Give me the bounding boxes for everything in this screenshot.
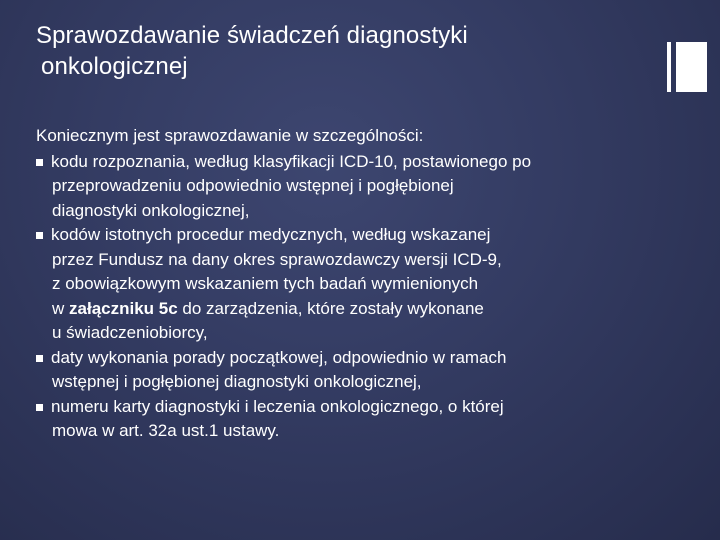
slide-body: [36, 124, 676, 444]
title-line-1: Sprawozdawanie świadczeń diagnostyki: [36, 22, 468, 49]
bullet-line: z obowiązkowym wskazaniem tych badań wymienionych: [52, 274, 479, 293]
bullet-line: mowa w art. 32a ust.1 ustawy.: [52, 421, 280, 440]
bullet-line: daty wykonania porady początkowej, odpowiednio w ramach: [51, 347, 507, 367]
bullet-item-card-number: [36, 395, 676, 444]
bullet-line: wstępnej i pogłębionej diagnostyki onkologicznej,: [52, 372, 422, 391]
bullet-text: do zarządzenia, które zostały wykonane: [182, 298, 484, 318]
intro-text: Koniecznym jest sprawozdawanie w szczególności:: [36, 126, 424, 145]
bullet-item-icd9: [36, 223, 676, 346]
bullet-line: [51, 297, 676, 322]
bullet-line: u świadczeniobiorcy,: [52, 323, 208, 342]
bullet-text: w: [52, 298, 65, 318]
bullet-line: diagnostyki onkologicznej,: [52, 200, 250, 220]
square-bullet-icon: [36, 404, 43, 411]
title-line-2: onkologicznej: [41, 53, 188, 80]
slide-title: [36, 20, 636, 82]
attachment-reference: załączniku 5c: [69, 298, 178, 318]
bullet-line: przeprowadzeniu odpowiednio wstępnej i pogłębionej: [52, 176, 454, 195]
bullet-item-icd10: [36, 150, 676, 224]
square-bullet-icon: [36, 159, 43, 166]
bullet-line: kodu rozpoznania, według klasyfikacji ICD-10, postawionego po: [51, 151, 532, 171]
decorative-bar-thick: [676, 42, 707, 92]
square-bullet-icon: [36, 232, 43, 239]
decorative-bar-thin: [667, 42, 671, 92]
bullet-line: przez Fundusz na dany okres sprawozdawczy wersji ICD-9,: [52, 249, 502, 269]
bullet-item-date: [36, 346, 676, 395]
bullet-line: numeru karty diagnostyki i leczenia onkologicznego, o której: [51, 396, 504, 416]
square-bullet-icon: [36, 355, 43, 362]
bullet-line: kodów istotnych procedur medycznych, według wskazanej: [51, 225, 491, 244]
